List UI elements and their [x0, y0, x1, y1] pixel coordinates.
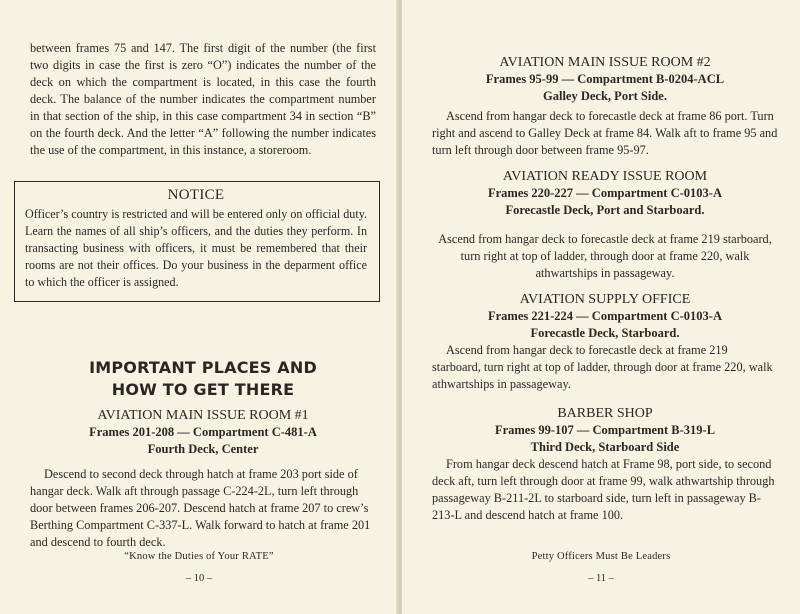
section-directions: From hangar deck descend hatch at Frame 98, port side, to second deck aft, turn left through door at frame 99, walk athwartship through passageway B-211-2L to starboard side, turn left in passageway B-213-L and descend hatch at frame 100.: [432, 457, 775, 522]
section-title: BARBER SHOP: [557, 406, 653, 421]
section-title: AVIATION MAIN ISSUE ROOM #2: [499, 55, 711, 70]
section-location: Fourth Deck, Center: [147, 442, 259, 456]
section-directions: Ascend from hangar deck to forecastle deck at frame 86 port. Turn right and ascend to Galley Deck at frame 84. Walk aft to frame 95 and turn left through door between frame 95-97.: [432, 109, 778, 157]
section-aviation-main-issue-room-2: [432, 54, 778, 159]
section-directions: Descend to second deck through hatch at frame 203 port side of hangar deck. Walk aft through passage C-224-2L, turn left through door between frames 206-207. Descend hatch at frame 207 to crew’s Berthing Compartment C-337-L. Walk forward to hatch at frame 201 and descend to fourth deck.: [30, 467, 371, 549]
page-motto: “Know the Duties of Your RATE”: [124, 551, 274, 562]
page-number: – 11 –: [588, 573, 614, 584]
page-heading-line-2: HOW TO GET THERE: [111, 380, 295, 399]
notice-title: NOTICE: [167, 187, 225, 203]
section-aviation-ready-issue-room: [432, 168, 778, 282]
section-frames: Frames 95-99 — Compartment B-0204-ACL: [485, 72, 725, 86]
section-frames: Frames 221-224 — Compartment C-0103-A: [488, 309, 722, 323]
page-number: – 10 –: [185, 573, 213, 584]
section-aviation-main-issue-room-1: [30, 407, 376, 551]
section-directions: Ascend from hangar deck to forecastle deck at frame 219 starboard, turn right at top of ladder, through door at frame 220, walk athwartships in passageway.: [432, 343, 773, 391]
page-heading-line-1: IMPORTANT PLACES AND: [89, 358, 317, 377]
section-aviation-supply-office: [432, 291, 778, 393]
section-title: AVIATION SUPPLY OFFICE: [519, 292, 691, 307]
section-frames: Frames 201-208 — Compartment C-481-A: [89, 425, 317, 439]
page-motto: Petty Officers Must Be Leaders: [531, 551, 671, 562]
section-frames: Frames 99-107 — Compartment B-319-L: [494, 423, 716, 437]
section-directions: Ascend from hangar deck to forecastle deck at frame 219 starboard, turn right at top of ladder, through door at frame 220, walk athwartships in passageway.: [438, 232, 772, 280]
section-barber-shop: [432, 405, 778, 524]
page-heading: [30, 357, 376, 401]
section-frames: Frames 220-227 — Compartment C-0103-A: [488, 186, 722, 200]
left-page: [0, 0, 398, 614]
section-location: Galley Deck, Port Side.: [543, 89, 667, 103]
intro-paragraph: between frames 75 and 147. The first digit of the number (the first two digits in case the first is zero “O”) indicates the number of the deck on which the compartment is located, in this case the fourth deck. The balance of the number indicates the compartment number in that section of the ship, in this case compartment 34 in section “B” on the fourth deck. And the letter “A” following the number indicates the use of the compartment, in this instance, a storeroom.: [30, 41, 376, 157]
section-location: Third Deck, Starboard Side: [530, 440, 680, 454]
right-page: [402, 0, 800, 614]
notice-box: [14, 181, 380, 302]
section-location: Forecastle Deck, Port and Starboard.: [505, 203, 705, 217]
section-location: Forecastle Deck, Starboard.: [530, 326, 680, 340]
section-title: AVIATION READY ISSUE ROOM: [502, 169, 708, 184]
section-title: AVIATION MAIN ISSUE ROOM #1: [97, 408, 309, 423]
notice-text: Officer’s country is restricted and will be entered only on official duty. Learn the names of all ship’s officers, and the duties they perform. In transacting business with officers, it must be remembered that their rooms are not their offices. Do your business in the deparment office to which the officer is assigned.: [25, 207, 367, 289]
